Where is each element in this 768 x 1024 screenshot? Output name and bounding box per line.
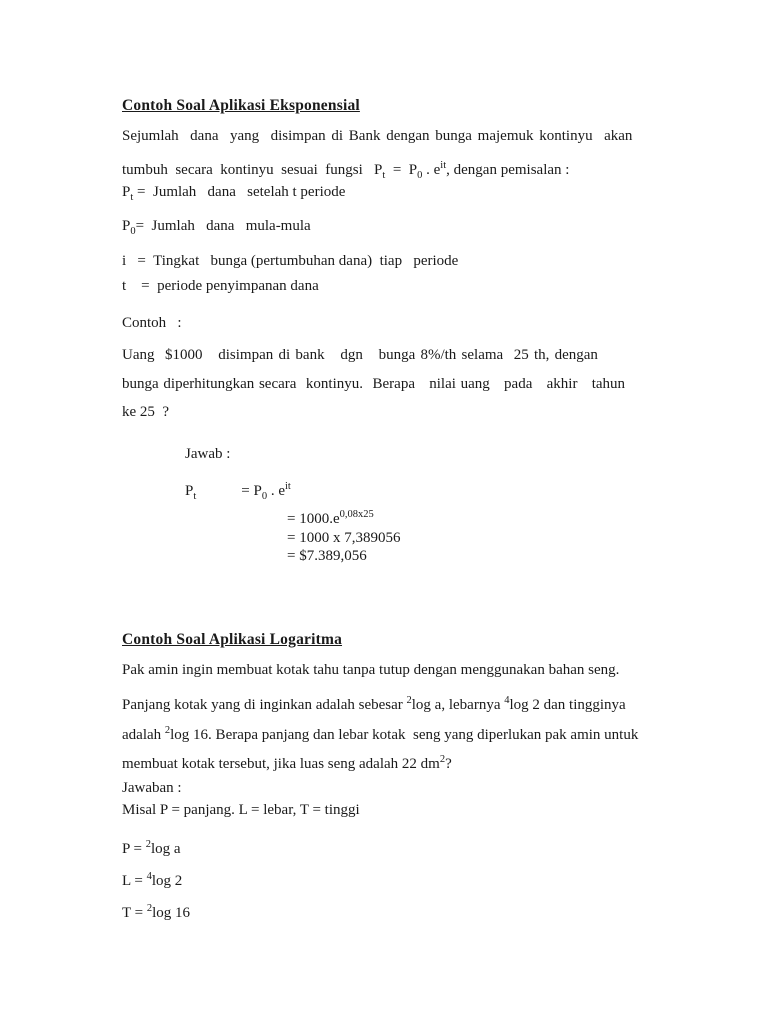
log-line-4 [122, 750, 452, 774]
ekspo-intro-line-2-text-run: tumbuh secara kontinyu sesuai fungsi P [122, 162, 383, 178]
solution-step-1-sub-run: 0 [261, 491, 268, 502]
equation-t [122, 899, 190, 923]
solution-step-3-text-run: = 1000 x 7,389056 [287, 530, 401, 546]
contoh-label-text-run: Contoh : [122, 315, 182, 331]
log-line-1 [122, 660, 619, 680]
log-line-3 [122, 721, 638, 745]
equation-p-text-run: log a [151, 841, 181, 857]
log-line-3-sup-run: 2 [164, 725, 171, 736]
definition-t [122, 276, 319, 296]
definition-pt [122, 182, 345, 208]
equation-p [122, 835, 181, 859]
solution-step-1-text-run: P [185, 483, 194, 499]
soal-line-1-text-run: Uang $1000 disimpan di bank dgn bunga 8%/th selama 25 th, dengan [122, 347, 598, 363]
soal-line-3-text-run: ke 25 ? [122, 404, 170, 420]
log-line-2-text-run: log 2 dan tingginya [509, 697, 626, 713]
log-line-3-text-run: adalah [122, 727, 165, 743]
soal-line-1 [122, 345, 598, 365]
definition-pt-text-run: P [122, 184, 131, 200]
definition-t-text-run: t = periode penyimpanan dana [122, 278, 319, 294]
solution-step-2-sup-run: 0,08x25 [339, 509, 374, 520]
log-line-4-text-run: ? [445, 756, 452, 772]
contoh-label [122, 313, 182, 333]
log-line-4-text-run: membuat kotak tersebut, jika luas seng adalah 22 dm [122, 756, 440, 772]
ekspo-intro-line-2-sub-run: t [382, 170, 386, 181]
heading-logaritma-text-run: Contoh Soal Aplikasi Logaritma [122, 631, 343, 648]
definition-pt-text-run: = Jumlah dana setelah t periode [133, 184, 346, 200]
equation-l-text-run: log 2 [151, 873, 183, 889]
equation-l [122, 867, 182, 891]
definition-i [122, 251, 458, 271]
equation-l-sup-run: 4 [146, 871, 152, 882]
definition-p0-text-run: P [122, 218, 131, 234]
definition-p0-text-run: = Jumlah dana mula-mula [135, 218, 311, 234]
heading-eksponensial [122, 96, 360, 116]
solution-step-2-text-run: = 1000.e [287, 511, 340, 527]
solution-step-3 [287, 528, 400, 548]
log-line-4-sup-run: 2 [439, 754, 446, 765]
definition-p0 [122, 216, 311, 242]
soal-line-3 [122, 402, 169, 422]
soal-line-2-text-run: bunga diperhitungkan secara kontinyu. Berapa nilai uang pada akhir tahun [122, 376, 626, 392]
equation-t-sup-run: 2 [146, 903, 153, 914]
ekspo-intro-line-2-text-run: . e [422, 162, 441, 178]
ekspo-intro-line-1-text-run: Sejumlah dana yang disimpan di Bank dengan bunga majemuk kontinyu akan [122, 128, 633, 144]
log-line-3-text-run: log 16. Berapa panjang dan lebar kotak seng yang diperlukan pak amin untuk [170, 727, 639, 743]
ekspo-intro-line-2-sub-run: 0 [417, 170, 423, 181]
solution-step-2 [287, 505, 374, 529]
log-line-2-sup-run: 4 [504, 695, 510, 706]
ekspo-intro-line-2-sup-run: it [440, 160, 447, 171]
log-line-2-sup-run: 2 [406, 695, 412, 706]
equation-p-sup-run: 2 [145, 839, 151, 850]
misal-line-text-run: Misal P = panjang. L = lebar, T = tinggi [122, 802, 360, 818]
solution-step-4 [287, 546, 367, 566]
log-line-1-text-run: Pak amin ingin membuat kotak tahu tanpa tutup dengan menggunakan bahan seng. [122, 662, 620, 678]
misal-line [122, 800, 360, 820]
equation-t-text-run: T = [122, 905, 147, 921]
solution-step-1 [185, 477, 291, 507]
definition-pt-sub-run: t [130, 192, 134, 203]
ekspo-intro-line-2-text-run: , dengan pemisalan : [446, 162, 570, 178]
solution-step-1-text-run: . e [267, 483, 285, 499]
definition-p0-sub-run: 0 [130, 226, 136, 237]
equation-p-text-run: P = [122, 841, 146, 857]
jawaban-label [122, 778, 182, 798]
heading-logaritma [122, 630, 342, 650]
solution-step-4-text-run: = $7.389,056 [287, 548, 367, 564]
soal-line-2 [122, 374, 625, 394]
log-line-2-text-run: Panjang kotak yang di inginkan adalah sebesar [122, 697, 407, 713]
jawaban-label-text-run: Jawaban : [122, 780, 182, 796]
equation-l-text-run: L = [122, 873, 147, 889]
log-line-2 [122, 691, 626, 715]
equation-t-text-run: log 16 [152, 905, 191, 921]
ekspo-intro-line-2-text-run: = P [385, 162, 418, 178]
heading-eksponensial-text-run: Contoh Soal Aplikasi Eksponensial [122, 97, 360, 114]
jawab-label-text-run: Jawab : [185, 446, 231, 462]
log-line-2-text-run: log a, lebarnya [411, 697, 505, 713]
solution-step-1-sup-run: it [285, 481, 291, 492]
definition-i-text-run: i = Tingkat bunga (pertumbuhan dana) tiap periode [122, 253, 459, 269]
jawab-label [185, 444, 230, 464]
solution-step-1-text-run: = P [196, 483, 262, 499]
ekspo-intro-line-1 [122, 126, 632, 146]
solution-step-1-sub-run: t [193, 491, 197, 502]
